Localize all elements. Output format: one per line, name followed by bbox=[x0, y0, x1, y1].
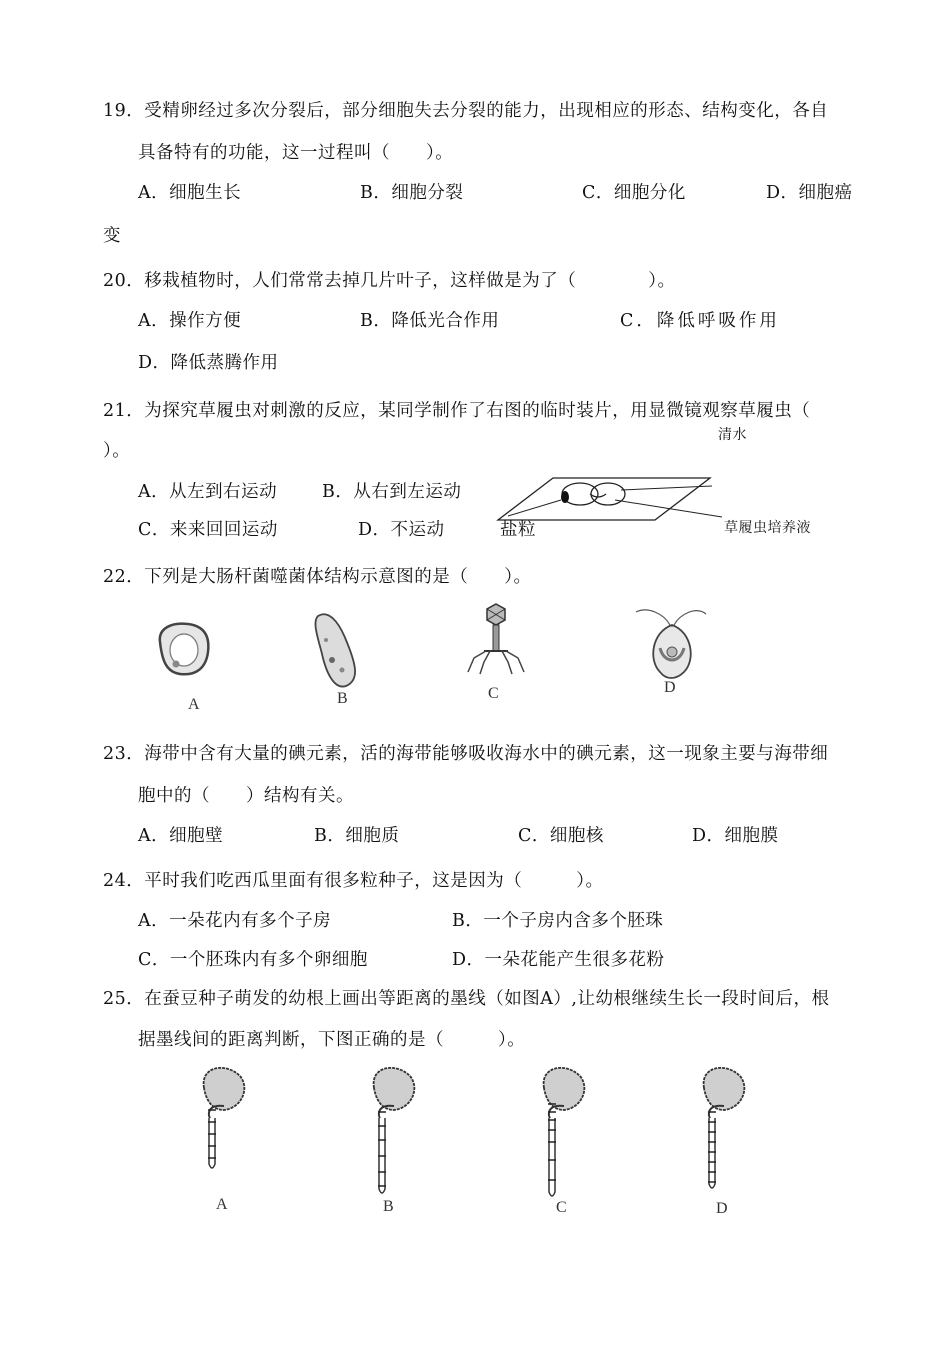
q19-stem-line1: 19．受精卵经过多次分裂后，部分细胞失去分裂的能力，出现相应的形态、结构变化，各自 bbox=[103, 101, 829, 121]
q22-fig-label-c: C bbox=[488, 685, 499, 702]
q19-option-d-continued: 变 bbox=[103, 226, 121, 246]
q24-option-c: C．一个胚珠内有多个卵细胞 bbox=[138, 950, 368, 970]
q25-fig-label-b: B bbox=[383, 1198, 394, 1215]
q23-option-c: C．细胞核 bbox=[518, 826, 604, 846]
q25-seedling-a bbox=[204, 1068, 245, 1168]
q19-option-c: C．细胞分化 bbox=[582, 183, 686, 203]
q22-fig-label-a: A bbox=[188, 696, 200, 713]
q19-stem-line2: 具备特有的功能，这一过程叫（ ）。 bbox=[138, 143, 454, 163]
q21-label-culture: 草履虫培养液 bbox=[724, 520, 811, 536]
q21-option-c: C．来来回回运动 bbox=[138, 520, 278, 540]
q25-seedling-c bbox=[544, 1068, 585, 1196]
q22-figure-c-bacteriophage bbox=[468, 604, 524, 674]
q22-fig-label-d: D bbox=[664, 679, 676, 696]
q21-stem-line2: ）。 bbox=[103, 441, 131, 461]
q25-fig-label-c: C bbox=[556, 1199, 567, 1216]
q20-option-a: A．操作方便 bbox=[138, 311, 242, 331]
q25-fig-label-a: A bbox=[216, 1196, 228, 1213]
q21-option-b: B．从右到左运动 bbox=[322, 482, 462, 502]
q23-option-d: D．细胞膜 bbox=[692, 826, 779, 846]
q21-option-d: D．不运动 bbox=[358, 520, 445, 540]
q21-label-water: 清水 bbox=[718, 427, 747, 443]
q24-option-a: A．一朵花内有多个子房 bbox=[138, 911, 332, 931]
q22-fig-label-b: B bbox=[337, 690, 348, 707]
q23-option-b: B．细胞质 bbox=[314, 826, 400, 846]
q25-fig-label-d: D bbox=[716, 1200, 728, 1217]
q22-figure-d-alga bbox=[636, 610, 706, 678]
q20-option-d: D．降低蒸腾作用 bbox=[138, 353, 279, 373]
q23-option-a: A．细胞壁 bbox=[138, 826, 224, 846]
q23-stem-line2: 胞中的（ ）结构有关。 bbox=[138, 786, 354, 806]
q25-seedling-b bbox=[374, 1068, 415, 1193]
q20-option-b: B．降低光合作用 bbox=[360, 311, 500, 331]
q24-option-d: D．一朵花能产生很多花粉 bbox=[452, 950, 665, 970]
q24-stem: 24．平时我们吃西瓜里面有很多粒种子，这是因为（ ）。 bbox=[103, 871, 604, 891]
q25-stem-line2: 据墨线间的距离判断，下图正确的是（ ）。 bbox=[138, 1030, 526, 1050]
q21-label-salt: 盐粒 bbox=[500, 520, 536, 540]
q21-option-a: A．从左到右运动 bbox=[138, 482, 278, 502]
q25-seedling-d bbox=[704, 1068, 745, 1188]
q21-stem-line1: 21．为探究草履虫对刺激的反应，某同学制作了右图的临时装片，用显微镜观察草履虫（ bbox=[103, 401, 811, 421]
q19-option-a: A．细胞生长 bbox=[138, 183, 242, 203]
q22-figure-b-protozoan bbox=[315, 614, 355, 686]
q22-stem: 22．下列是大肠杆菌噬菌体结构示意图的是（ ）。 bbox=[103, 567, 532, 587]
q19-option-b: B．细胞分裂 bbox=[360, 183, 464, 203]
q19-option-d: D．细胞癌 bbox=[766, 183, 853, 203]
q24-option-b: B．一个子房内含多个胚珠 bbox=[452, 911, 664, 931]
q23-stem-line1: 23．海带中含有大量的碘元素，活的海带能够吸收海水中的碘元素，这一现象主要与海带细 bbox=[103, 744, 829, 764]
q20-stem: 20．移栽植物时，人们常常去掉几片叶子，这样做是为了（ ）。 bbox=[103, 271, 676, 291]
q25-stem-line1: 25．在蚕豆种子萌发的幼根上画出等距离的墨线（如图A）,让幼根继续生长一段时间后，根 bbox=[103, 989, 830, 1009]
q20-option-c: C．降低呼吸作用 bbox=[620, 311, 780, 331]
q22-figure-a-cell bbox=[160, 624, 209, 675]
